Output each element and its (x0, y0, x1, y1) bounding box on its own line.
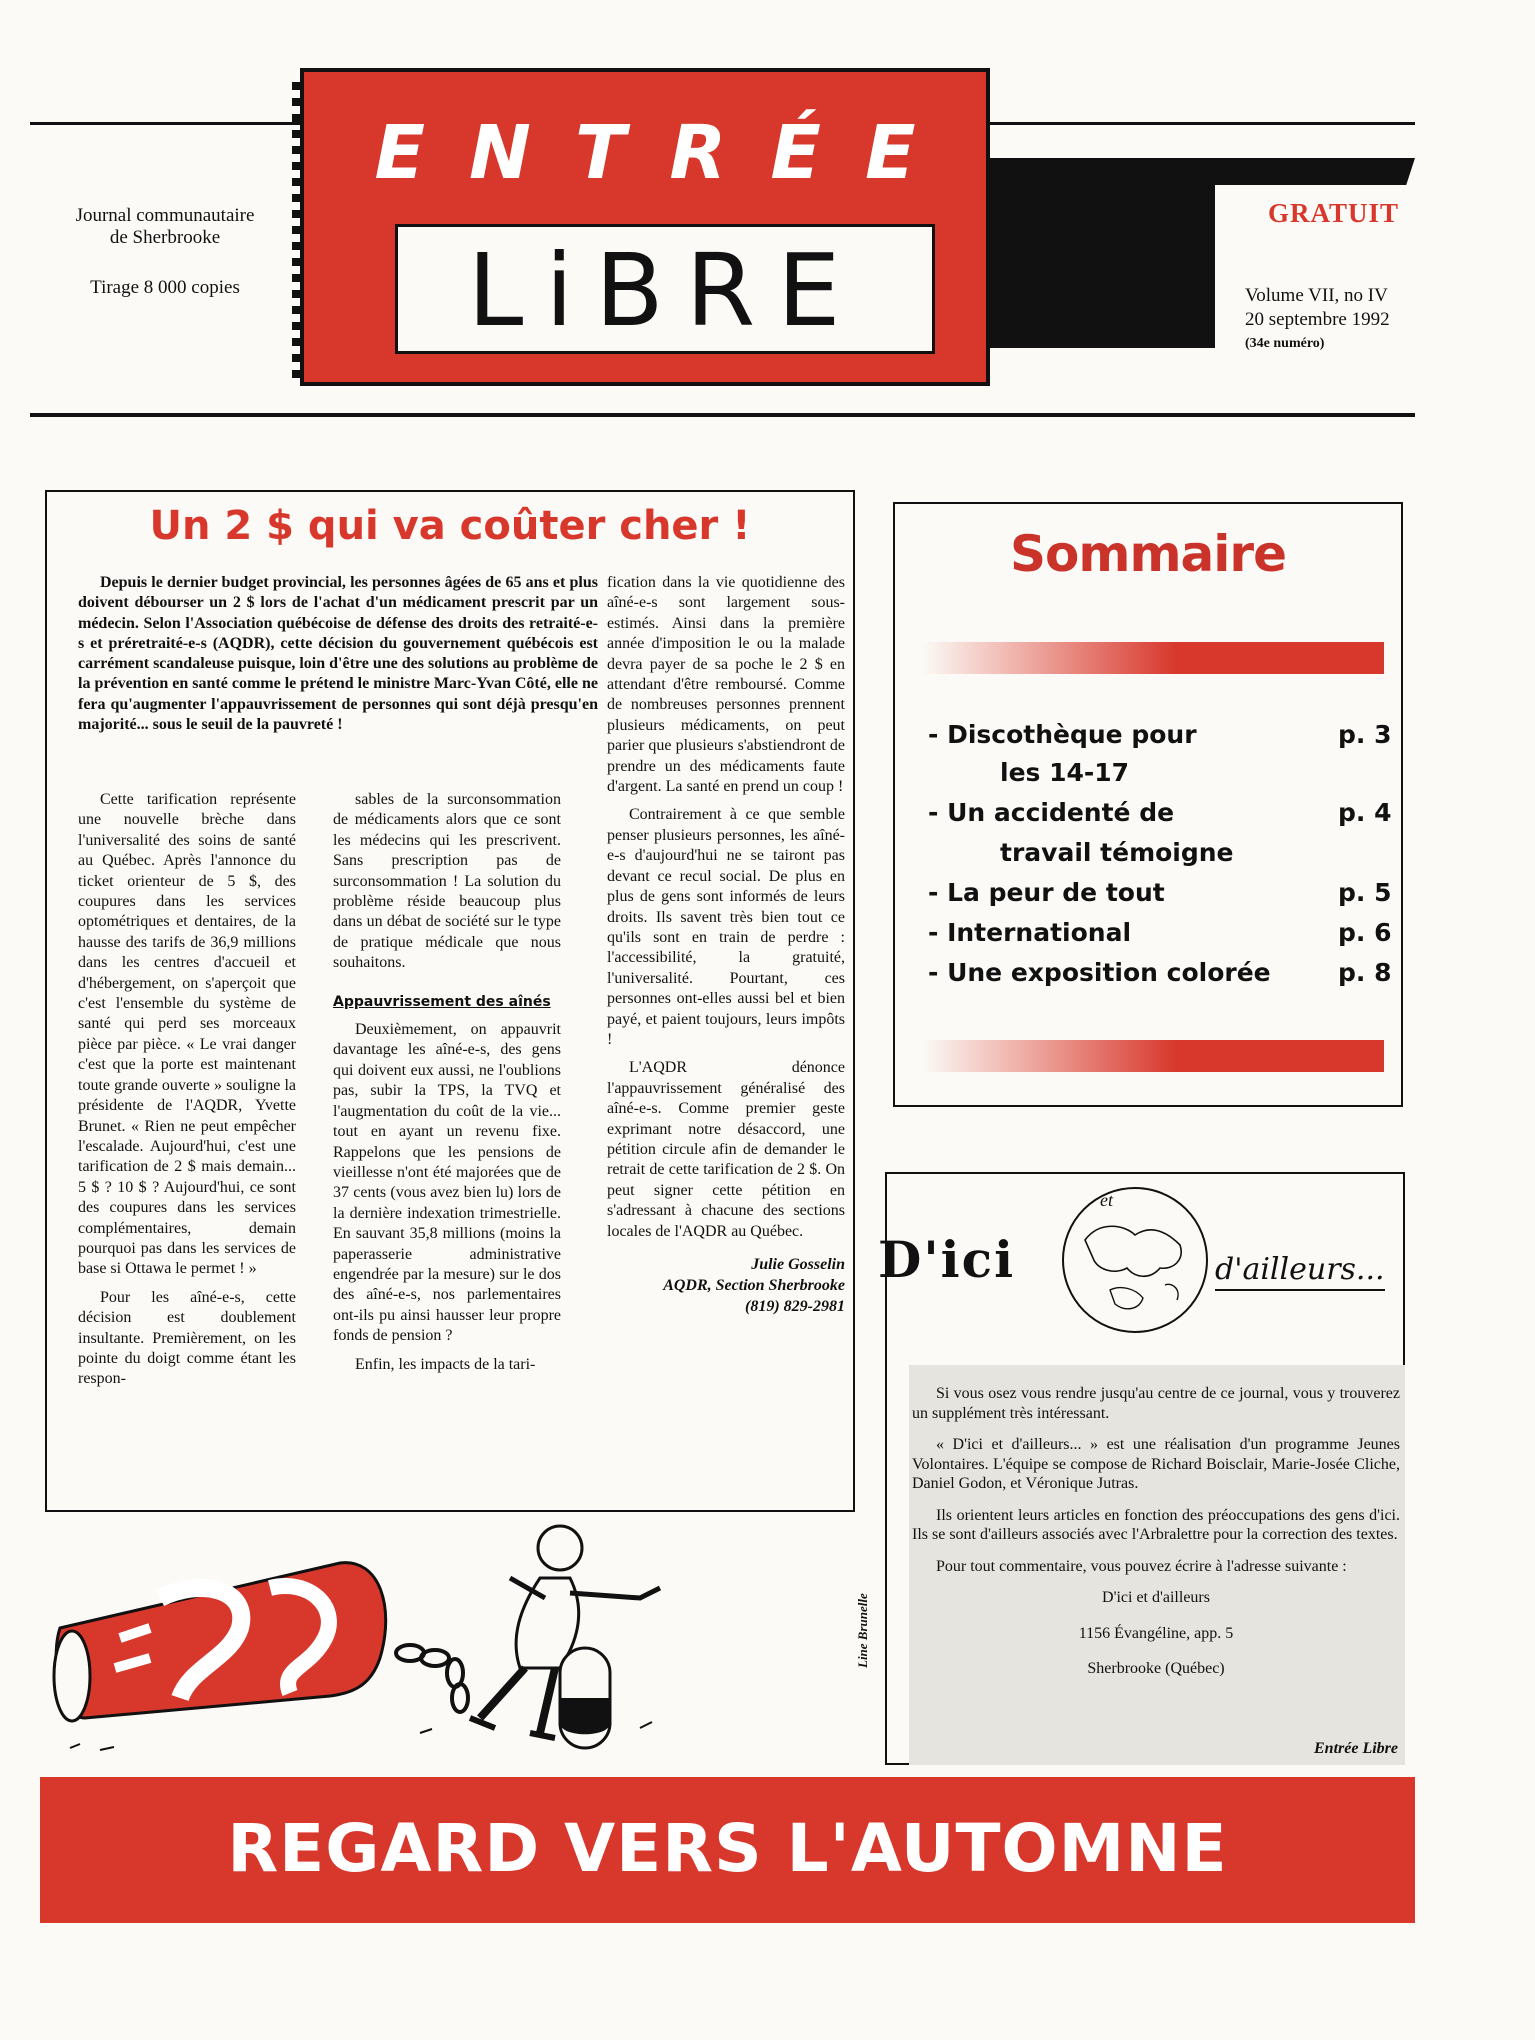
banner-headline: REGARD VERS L'AUTOMNE (227, 1810, 1228, 1887)
sommaire-bar-bottom (922, 1040, 1384, 1072)
sommaire-item-label-cont: les 14-17 (1000, 758, 1130, 787)
sommaire-item-page: p. 3 (1338, 720, 1392, 749)
col3-para3: L'AQDR dénonce l'appauvrissement généralisé des aîné-e-s. Comme premier geste exprimant notre désaccord, une pétition circule afin de demander le retrait de cette tarification de 2 $. On peut signer cette pétition en s'adressant à chacune des sections locales de l'AQDR au Québec. (607, 1059, 845, 1240)
signature-name: Julie Gosselin (751, 1256, 845, 1273)
sommaire-item-page: p. 8 (1338, 958, 1392, 987)
issue-number: (34e numéro) (1245, 336, 1325, 351)
article-title: Un 2 $ qui va coûter cher ! (149, 503, 751, 549)
dici-para4: Pour tout commentaire, vous pouvez écrire à l'adresse suivante : (936, 1557, 1347, 1575)
logo-libre: LiBRE (467, 232, 863, 349)
cartoon-credit: Line Brunelle (855, 1593, 870, 1668)
dici-para1: Si vous osez vous rendre jusqu'au centre de ce journal, vous y trouverez un supplément très intéressant. (912, 1385, 1400, 1422)
col1-para2: Pour les aîné-e-s, cette décision est doublement insultante. Premièrement, on les pointe du doigt comme étant les respon- (78, 1288, 296, 1388)
sommaire-item-label-cont: travail témoigne (1000, 838, 1234, 867)
dici-text (912, 1384, 1400, 1695)
sommaire-item-label: - International (928, 918, 1132, 947)
dici-title-right: d'ailleurs... (1215, 1252, 1385, 1291)
journal-line2: de Sherbrooke (109, 227, 221, 248)
dici-para2: « D'ici et d'ailleurs... » est une réalisation d'un programme Jeunes Volontaires. L'équipe se compose de Richard Boisclair, Marie-Josée Cliche, Daniel Godon, et Véronique Jutras. (912, 1436, 1400, 1492)
signature-phone: (819) 829-2981 (745, 1298, 845, 1315)
col2-para2: Deuxièmement, on appauvrit davantage les aîné-e-s, des gens qui doivent eux aussi, ne l'oublions pas, subir la TPS, la TVQ et l'augmentation du coût de la vie... tout en ayant un revenu fixe. Rappelons que les pensions de vieillesse n'ont été majorées que de 37 cents (vous avez bien lu) lors de la dernière indexation trimestrielle. En sauvant 35,8 millions (moins la paperasserie administrative engendrée par la mesure) sur le dos des aîné-e-s, nos parlementaires ont-ils pu ainsi hausser leur propre fonds de pension ? (333, 1021, 561, 1345)
dici-address-1: D'ici et d'ailleurs (1102, 1589, 1210, 1606)
sommaire-item[interactable] (928, 918, 1398, 958)
signature-org: AQDR, Section Sherbrooke (663, 1277, 845, 1294)
sommaire-item-label: - Un accidenté de (928, 798, 1175, 827)
journal-line1: Journal communautaire (75, 205, 255, 226)
dici-title-et: et (1100, 1190, 1113, 1210)
col1-para1: Cette tarification représente une nouvelle brèche dans l'universalité des soins de santé au Québec. Après l'annonce du ticket orienteur de 5 $, des coupures dans les services optométriques et dentaires, de la hausse des tarifs de 36,9 millions dans les centres d'accueil et d'hébergement, on s'aperçoit que c'est l'ensemble du système de santé qui perd ses morceaux pièce par pièce. « Le vrai danger c'est que la porte est maintenant toute grande ouverte » souligne la présidente de l'AQDR, Yvette Brunet. « Rien ne peut empêcher l'escalade. Aujourd'hui, c'est une tarification de 2 $ mais demain... 5 $ ? 10 $ ? Aujourd'hui, ce sont des coupures dans les services complémentaires, demain pourquoi pas dans les services de base si Ottawa le permet ! » (78, 791, 296, 1278)
dici-address-3: Sherbrooke (Québec) (1087, 1660, 1225, 1677)
masthead-bottom-rule (30, 413, 1415, 417)
sommaire-item[interactable] (928, 798, 1398, 838)
sommaire-title: Sommaire (1009, 525, 1286, 583)
sommaire-item[interactable] (928, 720, 1398, 758)
journal-info (40, 205, 290, 299)
col3-para2: Contrairement à ce que semble penser plusieurs personnes, les aîné-e-s d'aujourd'hui ne se tairont pas devant ce recul social. De plus en plus de gens sont informés de leurs droits. Ils savent très bien tout ce qu'ils sont en train de perdre : l'accessibilité, la gratuité, l'universalité. Pourtant, ces personnes ont-elles aussi bel et bien payé, et paient toujours, leurs impôts ! (607, 806, 845, 1048)
cartoon-illustration (40, 1518, 860, 1758)
sommaire-item[interactable] (928, 958, 1398, 998)
article-column-2 (333, 790, 561, 1375)
globe-icon (1055, 1180, 1215, 1340)
logo-dashed-edge (292, 82, 300, 382)
gratuit-label: GRATUIT (1268, 198, 1400, 228)
col2-para1: sables de la surconsommation de médicaments alors que ce sont les médecins qui les prescrivent. Sans prescription pas de surconsommation ! La solution du problème réside beaucoup plus dans un débat de société sur le type de pratique médicale que nous souhaitons. (333, 791, 561, 972)
sommaire-item-page: p. 4 (1338, 798, 1392, 827)
col3-para1: fication dans la vie quotidienne des aîné-e-s sont largement sous-estimés. Ainsi dans la première année d'imposition le ou la malade devra payer de sa poche le 2 $ en attendant d'être remboursé. Comme de nombreuses personnes prennent plusieurs médicaments, on peut parier que plusieurs s'abstiendront de prendre un des médicaments faute d'argent. La santé en prend un coup ! (607, 574, 845, 796)
logo-entree: ENTRÉE (374, 110, 960, 196)
dici-title-left: D'ici (878, 1230, 1016, 1289)
article-lead: Depuis le dernier budget provincial, les personnes âgées de 65 ans et plus doivent débourser un 2 $ lors de l'achat d'un médicament prescrit par un médecin. Selon l'Association québécoise de défense des droits des retraité-e-s et préretraité-e-s (AQDR), cette décision du gouvernement québécois est carrément scandaleuse puisque, loin d'être une des solutions au problème de la prévention en santé comme le prétend le ministre Marc-Yvan Côté, elle ne fera qu'augmenter l'appauvrissement de personnes qui sont déjà presqu'en majorité... sous le seuil de la pauvreté ! (78, 574, 598, 734)
sommaire-item-page: p. 5 (1338, 878, 1392, 907)
sommaire-item-label: - Discothèque pour (928, 720, 1197, 749)
sommaire-item-label: - La peur de tout (928, 878, 1165, 907)
sommaire-item[interactable] (928, 878, 1398, 918)
issue-info (1245, 284, 1435, 356)
sommaire-item-page: p. 6 (1338, 918, 1392, 947)
dici-address-2: 1156 Évangéline, app. 5 (1078, 1624, 1234, 1642)
issue-date: 20 septembre 1992 (1245, 309, 1390, 330)
volume: Volume VII, no IV (1245, 285, 1388, 306)
article-column-1 (78, 790, 296, 1390)
sommaire-bar-top (922, 642, 1384, 674)
sommaire-item-label: - Une exposition colorée (928, 958, 1271, 987)
tirage: Tirage 8 000 copies (90, 277, 240, 298)
col2-para3: Enfin, les impacts de la tari- (355, 1355, 536, 1373)
article-column-3 (607, 573, 845, 1317)
article-subhead: Appauvrissement des aînés (333, 993, 551, 1010)
dici-signature: Entrée Libre (1314, 1740, 1398, 1757)
sommaire-list (928, 720, 1398, 998)
dici-para3: Ils orientent leurs articles en fonction des préoccupations des gens d'ici. Ils se sont d'ailleurs associés avec l'Arbralettre pour la correction des textes. (912, 1506, 1400, 1543)
article-signature (607, 1254, 845, 1317)
